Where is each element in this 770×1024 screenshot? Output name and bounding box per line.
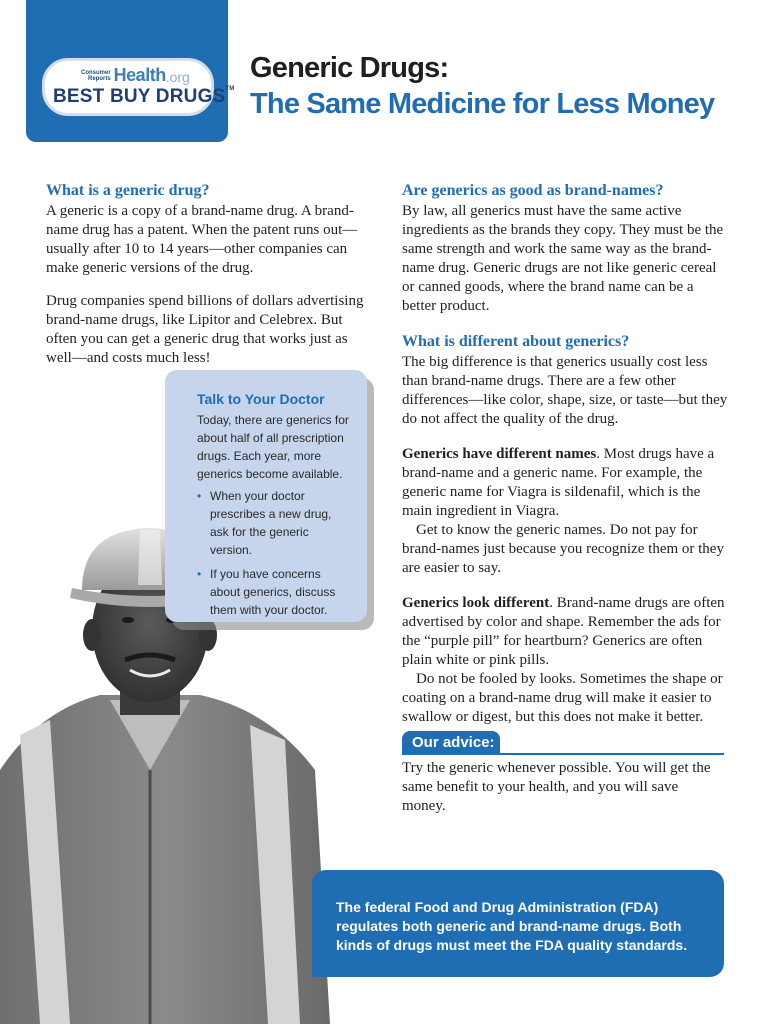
bullet-icon: • [197, 567, 202, 581]
paragraph-big-difference: The big difference is that generics usually cost less than brand-name drugs. There are a few other differences—like color, shape, size, or taste—but they do not affect the quality of the drug. [402, 354, 728, 427]
logo-org-text: .org [165, 69, 190, 85]
right-column [402, 181, 730, 727]
fda-callout [312, 870, 724, 977]
paragraph-different-names: Generics have different names. Most drugs have a brand-name and a generic name. For example, the generic name for Viagra is sildenafil, which is the main ingredient in Viagra. [402, 446, 715, 519]
page-subtitle: The Same Medicine for Less Money [250, 88, 715, 120]
page-title: Generic Drugs: [250, 52, 449, 84]
advice-text: Try the generic whenever possible. You will get the same benefit to your health, and you will save money. [402, 760, 711, 814]
fda-text: The federal Food and Drug Administration (FDA) regulates both generic and brand-name drugs. Both kinds of drugs must meet the FDA quality standards. [336, 899, 688, 953]
tip-intro: Today, there are generics for about half of all prescription drugs. Each year, more generics become available. [197, 413, 349, 481]
tip-list-item: • When your doctor prescribes a new drug, ask for the generic version. [197, 489, 332, 557]
heading-as-good: Are generics as good as brand-names? [402, 182, 664, 199]
tip-title: Talk to Your Doctor [197, 391, 325, 407]
left-column [46, 181, 376, 368]
best-buy-drugs-logo [42, 58, 235, 116]
paragraph-look-different: Generics look different. Brand-name drugs are often advertised by color and shape. Remember the ads for the “purple pill” for heartburn? Generics are often plain white or pink pills. [402, 595, 725, 668]
paragraph-generic-definition: A generic is a copy of a brand-name drug. A brand-name drug has a patent. When the patent runs out—usually after 10 to 14 years—other companies can make generic versions of the drug. [46, 203, 358, 276]
paragraph-know-names: Get to know the generic names. Do not pay for brand-names just because you recognize them or they are easier to say. [402, 522, 724, 576]
logo-health-text: Health [113, 65, 166, 85]
heading-what-different: What is different about generics? [402, 333, 630, 350]
talk-to-doctor-box [165, 370, 367, 622]
paragraph-advertising: Drug companies spend billions of dollars advertising brand-name drugs, like Lipitor and Celebrex. But often you can get a generic drug that works just as well—and costs much less! [46, 293, 364, 366]
advice-label: Our advice: [402, 731, 500, 755]
tip-list [197, 487, 353, 619]
logo-tab [26, 0, 235, 142]
tip-list-item: • If you have concerns about generics, discuss them with your doctor. [197, 567, 336, 617]
paragraph-not-fooled: Do not be fooled by looks. Sometimes the shape or coating on a brand-name drug will make it easier to swallow or digest, but this does not make it better. [402, 671, 723, 725]
logo-best-buy-drugs: BEST BUY DRUGS™ [53, 86, 235, 107]
paragraph-by-law: By law, all generics must have the same active ingredients as the brands they copy. They must be the same strength and work the same way as the brand-name drug. Generic drugs are not like generic cereal or canned goods, where the brand name can be a better product. [402, 203, 724, 314]
advice-divider [402, 731, 724, 755]
heading-what-is-generic: What is a generic drug? [46, 182, 210, 199]
consumer-reports-mark: Consumer Reports [81, 70, 111, 82]
bullet-icon: • [197, 489, 202, 503]
